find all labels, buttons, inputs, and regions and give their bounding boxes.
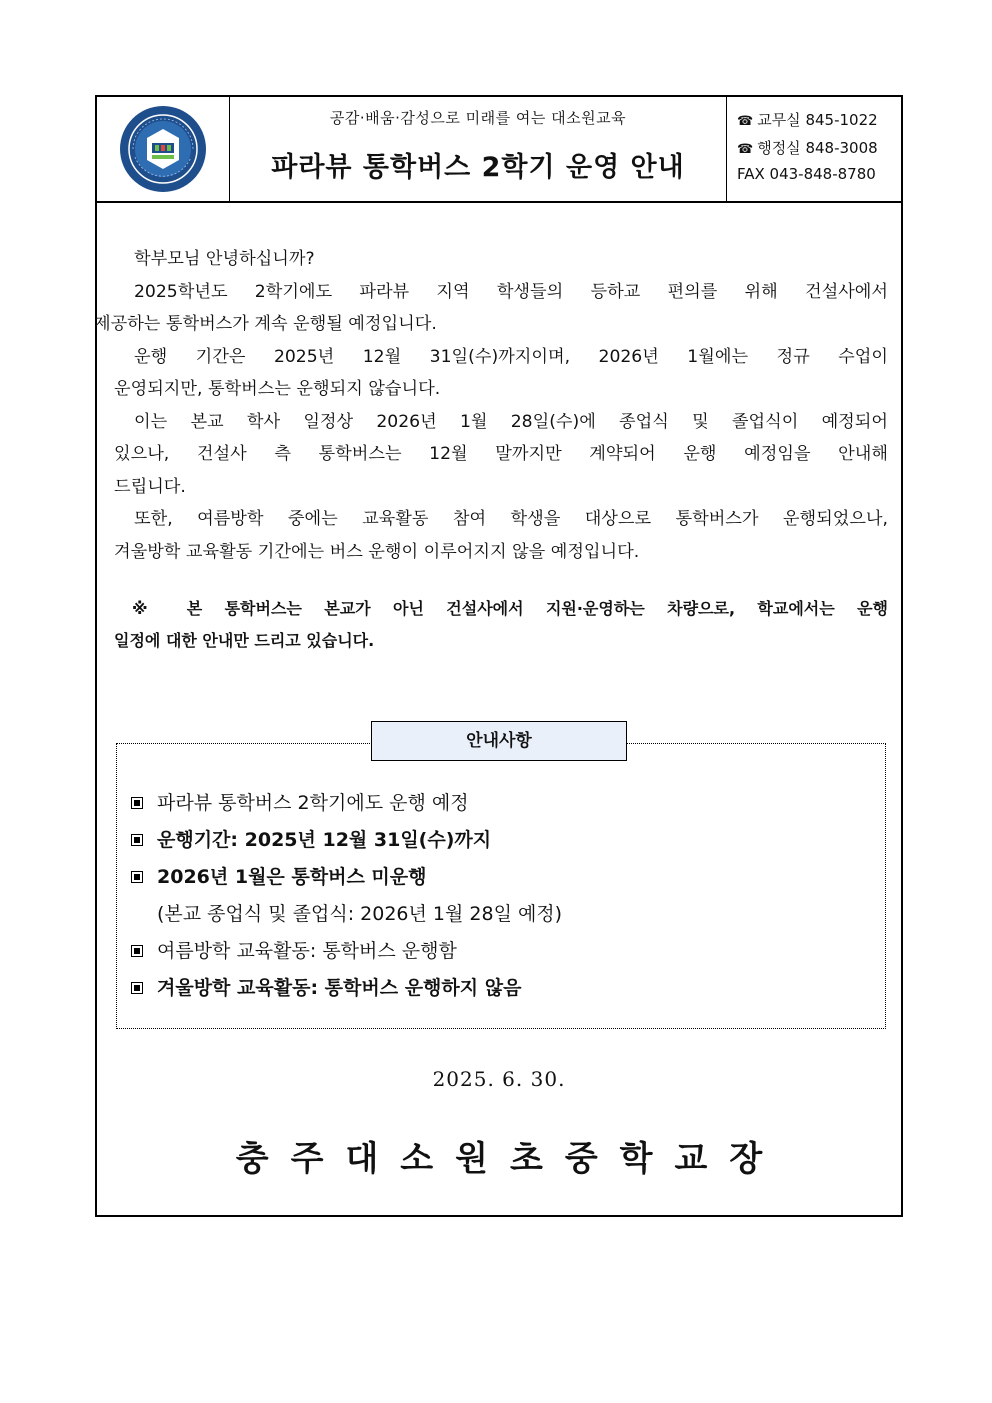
phone-icon: ☎	[737, 114, 754, 129]
greeting: 학부모님 안녕하십니까?	[134, 249, 315, 269]
square-bullet-icon	[131, 797, 143, 809]
square-bullet-icon	[131, 834, 143, 846]
square-bullet-icon	[131, 945, 143, 957]
document-frame	[95, 95, 903, 1217]
square-bullet-icon	[131, 871, 143, 883]
title-cell	[230, 97, 727, 201]
square-bullet-icon	[131, 982, 143, 994]
letter-body	[94, 243, 888, 568]
phone-icon: ☎	[737, 142, 754, 157]
letter-header	[97, 97, 901, 203]
list-item: 여름방학 교육활동: 통학버스 운행함	[131, 933, 851, 970]
notice-note: ※ 본 통학버스는 본교가 아닌 건설사에서 지원·운영하는 차량으로, 학교에서는 운행 일정에 대한 안내만 드리고 있습니다.	[114, 599, 888, 650]
contact-fax: FAX 043-848-8780	[737, 165, 876, 183]
school-emblem-icon	[119, 105, 207, 193]
motto: 공감·배움·감성으로 미래를 여는 대소원교육	[329, 109, 627, 127]
logo-cell	[97, 97, 230, 201]
list-item: 운행기간: 2025년 12월 31일(수)까지	[131, 822, 851, 859]
info-list	[131, 785, 851, 1007]
issue-date: 2025. 6. 30.	[432, 1067, 566, 1091]
paragraph-2: 운행 기간은 2025년 12월 31일(수)까지이며, 2026년 1월에는 정규 수업이 운영되지만, 통학버스는 운행되지 않습니다.	[114, 346, 888, 399]
list-item: 2026년 1월은 통학버스 미운행	[131, 859, 851, 896]
paragraph-1: 2025학년도 2학기에도 파라뷰 지역 학생들의 등하교 편의를 위해 건설사에서 제공하는 통학버스가 계속 운행될 예정입니다.	[94, 281, 888, 334]
contact-info	[727, 97, 901, 201]
list-item-detail: (본교 종업식 및 졸업식: 2026년 1월 28일 예정)	[157, 903, 563, 925]
info-box-title: 안내사항	[371, 721, 627, 761]
contact-office: ☎ 교무실 845-1022	[737, 111, 878, 129]
document-title: 파라뷰 통학버스 2학기 운영 안내	[271, 152, 685, 183]
list-item: 겨울방학 교육활동: 통학버스 운행하지 않음	[131, 970, 851, 1007]
contact-admin: ☎ 행정실 848-3008	[737, 139, 878, 157]
paragraph-4: 또한, 여름방학 중에는 교육활동 참여 학생을 대상으로 통학버스가 운행되었으나, 겨울방학 교육활동 기간에는 버스 운행이 이루어지지 않을 예정입니다.	[114, 509, 888, 562]
list-item: 파라뷰 통학버스 2학기에도 운행 예정	[131, 785, 851, 822]
paragraph-3: 이는 본교 학사 일정상 2026년 1월 28일(수)에 종업식 및 졸업식이 예정되어 있으나, 건설사 측 통학버스는 12월 말까지만 계약되어 운행 예정임을 안내해 드립니다.	[114, 411, 888, 497]
principal-signature: 충주대소원초중학교장	[235, 1139, 785, 1179]
